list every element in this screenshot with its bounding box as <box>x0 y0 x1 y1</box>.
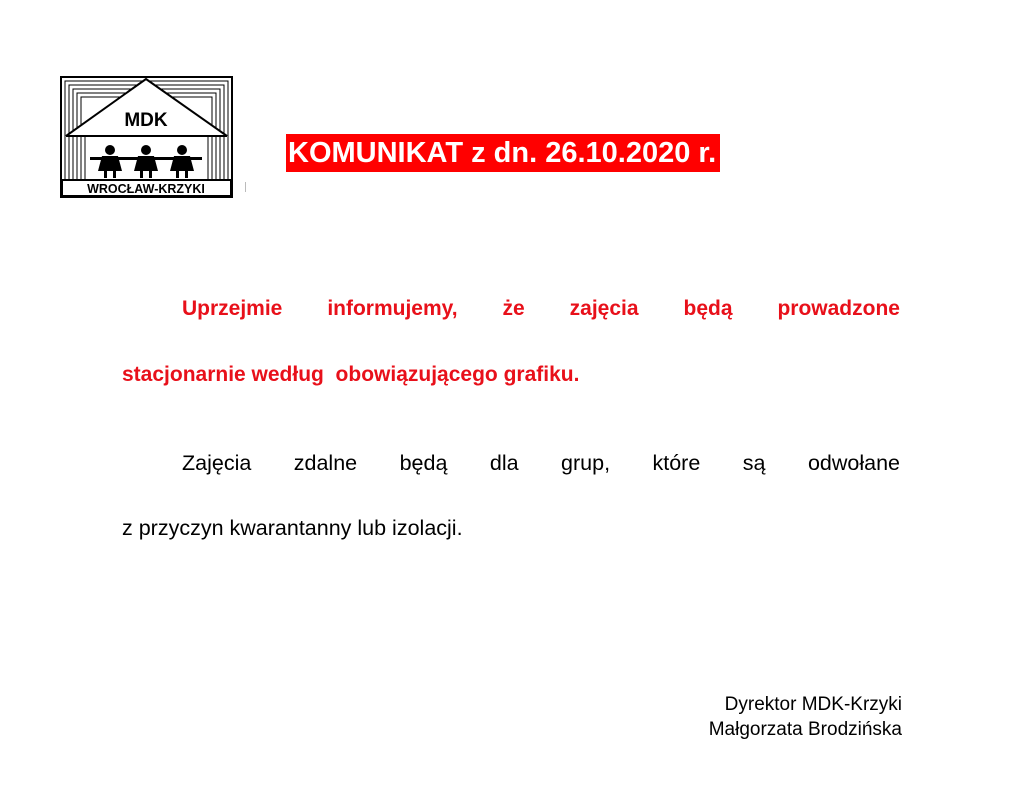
logo-divider <box>245 182 246 192</box>
signature-block <box>709 692 902 742</box>
signature-name: Małgorzata Brodzińska <box>708 719 902 740</box>
svg-text:WROCŁAW-KRZYKI: WROCŁAW-KRZYKI <box>87 182 205 196</box>
paragraph2-line1 <box>182 451 900 476</box>
word: które <box>652 451 701 475</box>
word: dla <box>489 451 519 475</box>
word: są <box>742 451 766 475</box>
word: będą <box>399 451 448 475</box>
word: grup, <box>561 451 611 475</box>
paragraph2-line2: z przyczyn kwarantanny lub izolacji. <box>122 516 463 540</box>
svg-text:MDK: MDK <box>124 110 168 131</box>
word: odwołane <box>807 451 900 475</box>
word: Uprzejmie <box>182 297 283 320</box>
title-container <box>286 133 720 173</box>
paragraph1-line2: stacjonarnie według obowiązującego grafiku. <box>122 363 580 386</box>
word: Zajęcia <box>182 451 252 475</box>
page-title: KOMUNIKAT z dn. 26.10.2020 r. <box>286 134 720 172</box>
word: informujemy, <box>327 297 458 320</box>
paragraph1-line1 <box>182 297 900 321</box>
word: prowadzone <box>777 297 900 320</box>
word: zajęcia <box>569 297 639 320</box>
mdk-logo <box>60 76 233 198</box>
signature-role: Dyrektor MDK-Krzyki <box>724 694 902 715</box>
word: będą <box>683 297 733 320</box>
word: że <box>502 297 525 320</box>
word: zdalne <box>293 451 358 475</box>
mdk-logo-graphic <box>60 76 233 198</box>
